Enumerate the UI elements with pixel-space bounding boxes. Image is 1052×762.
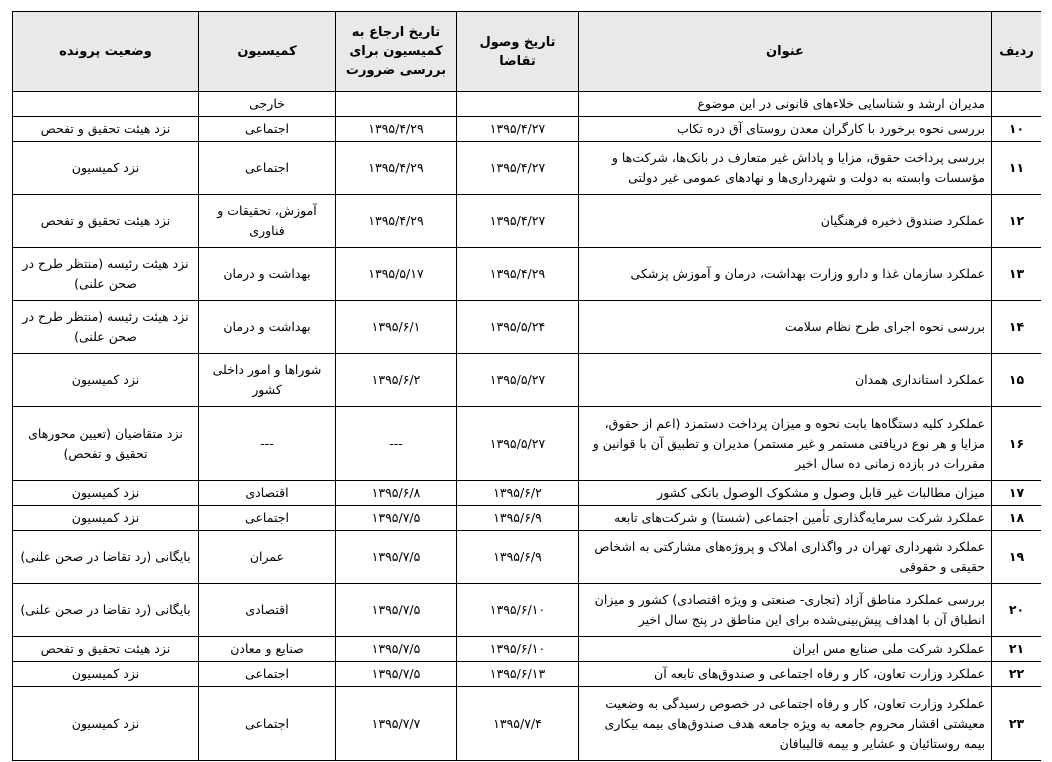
row-status: نزد کمیسیون <box>13 687 199 761</box>
row-commission: اجتماعی <box>199 142 336 195</box>
row-title: عملکرد وزارت تعاون، کار و رفاه اجتماعی در خصوص رسیدگی به وضعیت معیشتی اقشار محروم جامعه به ویژه جامعه هدف صندوق‌های بیمه بیکاری بیمه روستائیان و عشایر و بیمه قالیبافان <box>579 687 992 761</box>
row-commission: اجتماعی <box>199 506 336 531</box>
row-number: ۱۰ <box>992 117 1042 142</box>
table-row <box>13 354 1042 407</box>
table-row <box>13 481 1042 506</box>
row-status: نزد هیئت رئیسه (منتظر طرح در صحن علنی) <box>13 248 199 301</box>
row-status: نزد هیئت تحقیق و تفحص <box>13 117 199 142</box>
table-row <box>13 117 1042 142</box>
row-referral-date: ۱۳۹۵/۶/۲ <box>336 354 457 407</box>
row-number: ۲۳ <box>992 687 1042 761</box>
row-request-date <box>457 92 579 117</box>
header-row-no: ردیف <box>992 12 1042 92</box>
table-row <box>13 195 1042 248</box>
row-referral-date: ۱۳۹۵/۴/۲۹ <box>336 117 457 142</box>
row-title: عملکرد کلیه دستگاه‌ها بابت نحوه و میزان پرداخت دستمزد (اعم از حقوق، مزایا و هر نوع دریافتی مستمر و غیر مستمر) مدیران و تطبیق آن با قوانین و مقررات در بازده زمانی ده سال اخیر <box>579 407 992 481</box>
header-title: عنوان <box>579 12 992 92</box>
row-request-date: ۱۳۹۵/۴/۲۷ <box>457 195 579 248</box>
row-commission: عمران <box>199 531 336 584</box>
row-commission: خارجی <box>199 92 336 117</box>
row-status: نزد هیئت رئیسه (منتظر طرح در صحن علنی) <box>13 301 199 354</box>
row-request-date: ۱۳۹۵/۶/۱۰ <box>457 584 579 637</box>
row-commission: آموزش، تحقیقات و فناوری <box>199 195 336 248</box>
row-referral-date: ۱۳۹۵/۴/۲۹ <box>336 142 457 195</box>
header-commission: کمیسیون <box>199 12 336 92</box>
row-commission: اجتماعی <box>199 662 336 687</box>
row-request-date: ۱۳۹۵/۵/۲۷ <box>457 407 579 481</box>
table-row <box>13 407 1042 481</box>
header-request-date: تاریخ وصول تقاضا <box>457 12 579 92</box>
row-referral-date: ۱۳۹۵/۵/۱۷ <box>336 248 457 301</box>
row-title: بررسی پرداخت حقوق، مزایا و پاداش غیر متعارف در بانک‌ها، شرکت‌ها و مؤسسات وابسته به دولت و شهرداری‌ها و نهادهای عمومی غیر دولتی <box>579 142 992 195</box>
row-number: ۱۸ <box>992 506 1042 531</box>
row-title: عملکرد استانداری همدان <box>579 354 992 407</box>
row-number: ۲۰ <box>992 584 1042 637</box>
row-number <box>992 92 1042 117</box>
header-referral-date: تاریخ ارجاع به کمیسیون برای بررسی ضرورت <box>336 12 457 92</box>
row-number: ۱۱ <box>992 142 1042 195</box>
row-status: نزد کمیسیون <box>13 506 199 531</box>
table-row <box>13 531 1042 584</box>
row-number: ۱۶ <box>992 407 1042 481</box>
table-row <box>13 92 1042 117</box>
row-title: عملکرد وزارت تعاون، کار و رفاه اجتماعی و صندوق‌های تابعه آن <box>579 662 992 687</box>
table-row <box>13 637 1042 662</box>
row-title: عملکرد سازمان غذا و دارو وزارت بهداشت، درمان و آموزش پزشکی <box>579 248 992 301</box>
row-number: ۱۲ <box>992 195 1042 248</box>
row-title: عملکرد شرکت سرمایه‌گذاری تأمین اجتماعی (شستا) و شرکت‌های تابعه <box>579 506 992 531</box>
row-request-date: ۱۳۹۵/۶/۹ <box>457 531 579 584</box>
row-commission: بهداشت و درمان <box>199 301 336 354</box>
row-request-date: ۱۳۹۵/۶/۱۰ <box>457 637 579 662</box>
row-referral-date <box>336 92 457 117</box>
row-number: ۱۳ <box>992 248 1042 301</box>
table-row <box>13 142 1042 195</box>
row-title: بررسی نحوه برخورد با کارگران معدن روستای آق دره تکاب <box>579 117 992 142</box>
row-commission: شوراها و امور داخلی کشور <box>199 354 336 407</box>
row-commission: اقتصادی <box>199 584 336 637</box>
table-row <box>13 662 1042 687</box>
row-title: عملکرد صندوق ذخیره فرهنگیان <box>579 195 992 248</box>
row-status: نزد متقاضیان (تعیین محورهای تحقیق و تفحص) <box>13 407 199 481</box>
row-referral-date: ۱۳۹۵/۴/۲۹ <box>336 195 457 248</box>
table-container <box>12 11 1041 762</box>
row-request-date: ۱۳۹۵/۴/۲۹ <box>457 248 579 301</box>
row-title: بررسی نحوه اجرای طرح نظام سلامت <box>579 301 992 354</box>
row-commission: اقتصادی <box>199 481 336 506</box>
row-referral-date: ۱۳۹۵/۷/۵ <box>336 637 457 662</box>
row-status: نزد کمیسیون <box>13 481 199 506</box>
row-number: ۱۴ <box>992 301 1042 354</box>
row-title: میزان مطالبات غیر قابل وصول و مشکوک الوصول بانکی کشور <box>579 481 992 506</box>
row-request-date: ۱۳۹۵/۵/۲۴ <box>457 301 579 354</box>
table-row <box>13 506 1042 531</box>
row-title: مدیران ارشد و شناسایی خلاءهای قانونی در این موضوع <box>579 92 992 117</box>
row-request-date: ۱۳۹۵/۵/۲۷ <box>457 354 579 407</box>
row-commission: اجتماعی <box>199 117 336 142</box>
row-request-date: ۱۳۹۵/۴/۲۷ <box>457 117 579 142</box>
row-status: بایگانی (رد تقاضا در صحن علنی) <box>13 531 199 584</box>
row-commission: صنایع و معادن <box>199 637 336 662</box>
row-request-date: ۱۳۹۵/۶/۲ <box>457 481 579 506</box>
row-number: ۱۵ <box>992 354 1042 407</box>
header-status: وضعیت پرونده <box>13 12 199 92</box>
row-number: ۲۱ <box>992 637 1042 662</box>
row-referral-date: --- <box>336 407 457 481</box>
row-number: ۱۷ <box>992 481 1042 506</box>
row-referral-date: ۱۳۹۵/۷/۷ <box>336 687 457 761</box>
row-commission: اجتماعی <box>199 687 336 761</box>
row-number: ۲۲ <box>992 662 1042 687</box>
table-row <box>13 584 1042 637</box>
inquiry-table <box>12 11 1041 761</box>
row-title: عملکرد شرکت ملی صنایع مس ایران <box>579 637 992 662</box>
row-request-date: ۱۳۹۵/۷/۴ <box>457 687 579 761</box>
row-status <box>13 92 199 117</box>
table-row <box>13 248 1042 301</box>
row-number: ۱۹ <box>992 531 1042 584</box>
row-request-date: ۱۳۹۵/۴/۲۷ <box>457 142 579 195</box>
row-request-date: ۱۳۹۵/۶/۹ <box>457 506 579 531</box>
row-status: نزد کمیسیون <box>13 662 199 687</box>
row-status: نزد هیئت تحقیق و تفحص <box>13 637 199 662</box>
row-referral-date: ۱۳۹۵/۶/۸ <box>336 481 457 506</box>
row-referral-date: ۱۳۹۵/۶/۱ <box>336 301 457 354</box>
table-row <box>13 301 1042 354</box>
row-referral-date: ۱۳۹۵/۷/۵ <box>336 662 457 687</box>
row-status: نزد کمیسیون <box>13 142 199 195</box>
header-row <box>13 12 1042 92</box>
row-title: عملکرد شهرداری تهران در واگذاری املاک و پروژه‌های مشارکتی به اشخاص حقیقی و حقوقی <box>579 531 992 584</box>
row-request-date: ۱۳۹۵/۶/۱۳ <box>457 662 579 687</box>
row-referral-date: ۱۳۹۵/۷/۵ <box>336 506 457 531</box>
row-commission: --- <box>199 407 336 481</box>
row-referral-date: ۱۳۹۵/۷/۵ <box>336 531 457 584</box>
row-title: بررسی عملکرد مناطق آزاد (تجاری- صنعتی و ویژه اقتصادی) کشور و میزان انطباق آن با اهداف پیش‌بینی‌شده برای این مناطق در پنج سال اخیر <box>579 584 992 637</box>
row-referral-date: ۱۳۹۵/۷/۵ <box>336 584 457 637</box>
row-commission: بهداشت و درمان <box>199 248 336 301</box>
row-status: بایگانی (رد تقاضا در صحن علنی) <box>13 584 199 637</box>
row-status: نزد هیئت تحقیق و تفحص <box>13 195 199 248</box>
row-status: نزد کمیسیون <box>13 354 199 407</box>
table-row <box>13 687 1042 761</box>
